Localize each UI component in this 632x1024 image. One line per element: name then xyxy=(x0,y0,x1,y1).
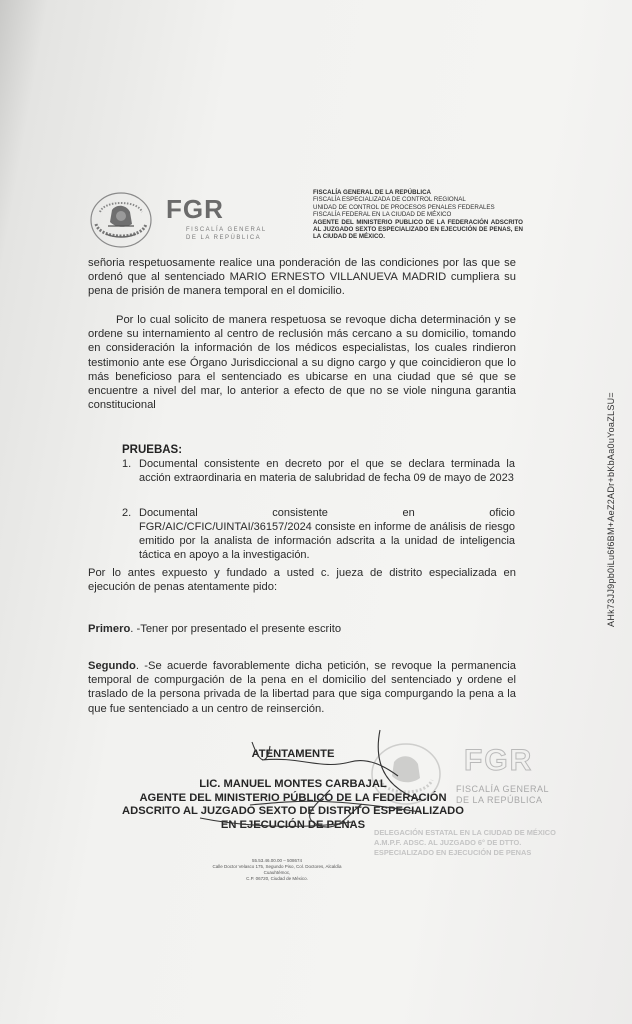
primero-text: . -Tener por presentado el presente escrito xyxy=(130,623,342,635)
logo-sub-line-1: FISCALÍA GENERAL xyxy=(186,227,267,233)
stamp-sub-line: DE LA REPÚBLICA xyxy=(456,795,543,805)
paragraph-primero xyxy=(88,622,516,636)
paragraph-segundo xyxy=(88,659,516,716)
stamp-line: ESPECIALIZADO EN EJECUCIÓN DE PENAS xyxy=(374,848,532,857)
signer-title-line: ADSCRITO AL JUZGADO SEXTO DE DISTRITO ESPECIALIZADO xyxy=(122,805,464,817)
footer-address-line: Calle Doctor Velasco 175, Segundo Piso, Col. Doctores, Alcaldía Cuauhtémoc, xyxy=(212,864,342,875)
list-text: FGR/AIC/CFIC/UINTAI/36157/2024 consiste en informe de análisis de riesgo emitido por la analista de información adscrita a la unidad de inteligencia táctica en apoyo a la investigación. xyxy=(139,521,515,561)
header-line: FISCALÍA FEDERAL EN LA CIUDAD DE MÉXICO xyxy=(313,211,452,219)
footer-phone: 55.53.46.00.00 – 508674 xyxy=(251,858,303,863)
signer-title-line: AGENTE DEL MINISTERIO PÚBLICO DE LA FEDERACIÓN xyxy=(139,791,447,804)
closing-atentamente: ATENTAMENTE xyxy=(251,748,335,760)
stamp-text xyxy=(374,828,612,858)
stamp-line: DELEGACIÓN ESTATAL EN LA CIUDAD DE MÉXICO xyxy=(374,828,556,837)
stamp-sub-line: FISCALÍA GENERAL xyxy=(456,784,550,794)
paragraph-ponderacion: señoria respetuosamente realice una ponderación de las condiciones por las que se ordenó que al sentenciado MARIO ERNESTO VILLANUEVA MADRID cumpliera su pena de prisión de manera temporal en el domicilio. xyxy=(88,257,516,298)
word: en xyxy=(402,507,415,519)
list-first-line xyxy=(139,506,515,520)
side-verification-code: AHk73JJ9pb0iLu6f6BM+AeZ2ADr+bKbAa0uYoaZLSU= xyxy=(606,392,616,627)
word: consistente xyxy=(272,507,328,519)
logo-sub-line-2: DE LA REPÚBLICA xyxy=(186,235,262,241)
segundo-label: Segundo xyxy=(88,660,136,672)
pruebas-heading: PRUEBAS: xyxy=(122,444,183,456)
header-line: AGENTE DEL MINISTERIO PUBLICO DE LA FEDERACIÓN ADSCRITO AL JUZGADO SEXTO ESPECIALIZADO EN EJECUCIÓN DE PENAS, EN LA CIUDAD DE MÉXICO. xyxy=(313,218,523,241)
stamp-fgr-logo: FGR xyxy=(464,744,534,777)
fgr-logo-subtitle xyxy=(186,226,267,242)
primero-label: Primero xyxy=(88,623,131,635)
segundo-text: . -Se acuerde favorablemente dicha petición, se revoque la permanencia temporal de compurgación de la pena en el domicilio del sentenciado y ordene el traslado de la persona privada de la libertad para que siga compurgando la pena a la que fue sentenciado a un centro de reinserción. xyxy=(88,660,516,715)
header-line: UNIDAD DE CONTROL DE PROCESOS PENALES FEDERALES xyxy=(313,203,495,211)
footer-address xyxy=(212,858,342,882)
list-number: 2. xyxy=(122,507,132,519)
list-text: Documental consistente en decreto por el que se declara terminada la acción extraordinaria en materia de salubridad de fecha 09 de mayo de 2023 xyxy=(139,458,515,484)
header-line: FISCALÍA ESPECIALIZADA DE CONTROL REGIONAL xyxy=(313,196,466,204)
fgr-logo: FGR xyxy=(166,194,224,224)
signature-block xyxy=(108,778,478,832)
paragraph-solicitud: Por lo cual solicito de manera respetuosa se revoque dicha determinación y se ordene su internamiento al centro de reclusión más cercano a su domicilio, tomando en consideración la información de los médicos especialistas, los cuales rindieron testimonio ante ese Órgano Jurisdiccional a su digno cargo y que coincidieron que lo más beneficioso para el sentenciado es ubicarse en una ciudad que sé que se encuentre a nivel del mar, lo anterior a efecto de que no se viole ninguna garantia constitucional xyxy=(88,314,516,412)
header-institution-block xyxy=(313,189,523,241)
word: oficio xyxy=(489,507,515,519)
mexico-coat-of-arms-icon xyxy=(86,190,156,252)
stamp-line: A.M.P.F. ADSC. AL JUZGADO 6° DE DTTO. xyxy=(374,838,522,847)
header-line: FISCALÍA GENERAL DE LA REPÚBLICA xyxy=(313,189,432,196)
word: Documental xyxy=(139,507,198,519)
list-number: 1. xyxy=(122,458,132,470)
footer-address-line: C.P. 06720, Ciudad de México. xyxy=(246,876,308,881)
list-text-block xyxy=(139,506,515,562)
paragraph-petition-intro: Por lo antes expuesto y fundado a usted c. jueza de distrito especializada en ejecución de penas atentamente pido: xyxy=(88,567,516,594)
signer-name: LIC. MANUEL MONTES CARBAJAL xyxy=(199,778,387,790)
signer-title-line: EN EJECUCIÓN DE PENAS xyxy=(220,818,366,831)
